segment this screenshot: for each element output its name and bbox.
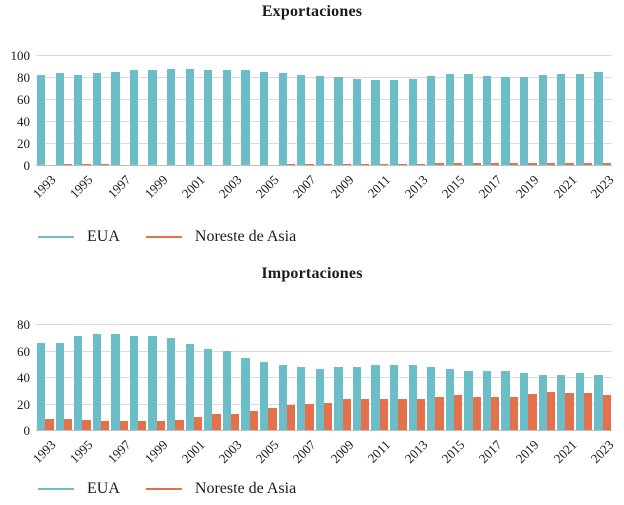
x-tick-label: 1993 (29, 437, 59, 466)
bar-eua-2003 (223, 70, 231, 166)
y-tick-label-20: 20 (17, 396, 30, 412)
bar-cluster-2011 (370, 56, 389, 166)
bar-cluster-2015 (445, 325, 464, 431)
bar-eua-2017 (483, 371, 491, 431)
legend-label-noreste-de-asia: Noreste de Asia (194, 228, 297, 245)
bar-cluster-2009 (333, 56, 352, 166)
bar-eua-2014 (427, 367, 435, 431)
bar-cluster-2010 (352, 56, 371, 166)
y-tick-label-40: 40 (17, 370, 30, 385)
bar-cluster-2010 (352, 325, 371, 431)
bar-eua-1996 (93, 334, 101, 431)
bar-eua-2007 (297, 367, 305, 431)
bar-cluster-1996 (92, 56, 111, 166)
bar-eua-1994 (56, 343, 64, 431)
bar-cluster-2011 (370, 325, 389, 431)
bar-eua-2000 (167, 69, 175, 166)
bar-cluster-2018 (500, 56, 519, 166)
bar-noreste-de-asia-2011 (380, 399, 388, 431)
bar-noreste-de-asia-2012 (398, 399, 406, 431)
y-axis (0, 317, 30, 438)
bar-eua-2005 (260, 72, 268, 166)
bar-cluster-1997 (110, 325, 129, 431)
bar-eua-2011 (371, 80, 379, 166)
bar-eua-2019 (520, 77, 528, 166)
bar-eua-2002 (204, 70, 212, 166)
x-tick-label: 2005 (252, 172, 282, 201)
eua-legend-line-icon (38, 488, 74, 490)
bar-cluster-2021 (556, 56, 575, 166)
bar-eua-2013 (409, 365, 417, 431)
bar-cluster-2004 (240, 325, 259, 431)
x-axis-labels (29, 431, 617, 477)
x-axis-labels (29, 166, 617, 212)
legend (38, 480, 296, 498)
bar-eua-2018 (501, 77, 509, 166)
bar-eua-2004 (241, 70, 249, 166)
bar-eua-2011 (371, 365, 379, 431)
x-tick-label: 2009 (327, 172, 357, 201)
bar-eua-2007 (297, 75, 305, 166)
bar-eua-2003 (223, 351, 231, 431)
legend-label-eua: EUA (87, 228, 120, 245)
bar-eua-2016 (464, 371, 472, 431)
bar-eua-1995 (74, 75, 82, 166)
bar-cluster-2017 (482, 325, 501, 431)
plot-area (10, 48, 617, 201)
bar-cluster-1993 (36, 56, 55, 166)
bar-cluster-2007 (296, 56, 315, 166)
y-axis (0, 48, 30, 173)
bar-eua-2009 (334, 77, 342, 166)
bar-eua-1994 (56, 73, 64, 166)
bar-noreste-de-asia-2005 (268, 408, 276, 431)
bar-eua-2014 (427, 76, 435, 166)
bar-cluster-2020 (538, 325, 557, 431)
bar-cluster-2013 (408, 56, 427, 166)
bar-cluster-2016 (463, 56, 482, 166)
x-tick-label: 2015 (438, 172, 468, 201)
bar-eua-2022 (576, 74, 584, 166)
y-tick-label-0: 0 (23, 158, 30, 173)
bar-cluster-2015 (445, 56, 464, 166)
x-tick-label: 2007 (290, 437, 320, 466)
bar-eua-2000 (167, 338, 175, 431)
bar-eua-1995 (74, 336, 82, 431)
bar-cluster-2012 (389, 325, 408, 431)
y-tick-label-100: 100 (10, 48, 30, 63)
bar-cluster-2016 (463, 325, 482, 431)
bar-noreste-de-asia-2001 (194, 417, 202, 431)
bar-noreste-de-asia-2017 (491, 397, 499, 431)
bar-eua-2001 (186, 69, 194, 166)
bar-eua-2013 (409, 79, 417, 166)
y-tick-label-60: 60 (17, 92, 30, 107)
bar-noreste-de-asia-2021 (565, 393, 573, 431)
bar-cluster-2023 (593, 56, 612, 166)
bars (36, 325, 612, 431)
bar-cluster-2002 (203, 325, 222, 431)
bar-noreste-de-asia-2013 (417, 399, 425, 431)
bar-cluster-2001 (185, 56, 204, 166)
plot-area (17, 317, 617, 466)
x-tick-label: 2007 (290, 172, 320, 201)
bar-eua-2018 (501, 371, 509, 431)
bar-noreste-de-asia-2020 (547, 392, 555, 431)
x-tick-label: 2001 (178, 172, 208, 201)
bar-cluster-2001 (185, 325, 204, 431)
bar-eua-2002 (204, 349, 212, 431)
bar-eua-2022 (576, 373, 584, 431)
bar-eua-2008 (316, 76, 324, 166)
bar-cluster-2009 (333, 325, 352, 431)
x-tick-label: 2013 (401, 437, 431, 466)
bar-noreste-de-asia-2014 (435, 397, 443, 431)
noreste-de-asia-legend-line-icon (146, 236, 182, 238)
y-tick-label-60: 60 (17, 343, 30, 359)
x-tick-label: 2003 (215, 172, 245, 201)
bar-noreste-de-asia-2004 (250, 411, 258, 431)
bar-noreste-de-asia-2006 (287, 405, 295, 431)
x-tick-label: 1995 (67, 172, 97, 201)
bar-cluster-2022 (575, 56, 594, 166)
bar-eua-1997 (111, 72, 119, 166)
legend-item-noreste-de-asia (146, 228, 296, 246)
bar-eua-2017 (483, 76, 491, 166)
bar-cluster-2022 (575, 325, 594, 431)
bar-cluster-2003 (222, 325, 241, 431)
x-tick-label: 2019 (512, 437, 542, 466)
bar-eua-1993 (37, 343, 45, 431)
bar-cluster-2012 (389, 56, 408, 166)
noreste-de-asia-legend-line-icon (146, 488, 182, 490)
y-tick-label-0: 0 (23, 423, 30, 438)
x-tick-label: 2011 (364, 437, 394, 466)
bar-cluster-2005 (259, 56, 278, 166)
bar-eua-2020 (539, 375, 547, 431)
x-tick-label: 2021 (550, 437, 580, 466)
x-tick-label: 1995 (67, 437, 97, 466)
bar-cluster-2018 (500, 325, 519, 431)
bar-cluster-1993 (36, 325, 55, 431)
bar-cluster-1998 (129, 56, 148, 166)
bar-eua-2008 (316, 369, 324, 431)
y-tick-label-80: 80 (17, 317, 30, 332)
legend-label-eua: EUA (87, 480, 120, 497)
eua-legend-line-icon (38, 236, 74, 238)
bar-cluster-2007 (296, 325, 315, 431)
bar-eua-2006 (279, 73, 287, 166)
chart-title-importaciones: Importaciones (261, 265, 363, 282)
x-axis-line (36, 430, 612, 431)
bar-cluster-2008 (315, 325, 334, 431)
importaciones-chart (0, 252, 624, 505)
legend (38, 228, 296, 246)
bar-cluster-2005 (259, 325, 278, 431)
bar-eua-2012 (390, 80, 398, 166)
bar-cluster-2020 (538, 56, 557, 166)
bar-cluster-1994 (55, 325, 74, 431)
x-tick-label: 1997 (104, 437, 134, 466)
x-tick-label: 2011 (364, 172, 394, 201)
bar-noreste-de-asia-2015 (454, 395, 462, 431)
y-tick-label-80: 80 (17, 70, 30, 85)
bar-cluster-2019 (519, 56, 538, 166)
bar-eua-2010 (353, 367, 361, 431)
bar-eua-1998 (130, 70, 138, 166)
legend-label-noreste-de-asia: Noreste de Asia (194, 480, 297, 497)
bar-noreste-de-asia-2010 (361, 399, 369, 431)
bar-eua-1998 (130, 336, 138, 431)
bar-noreste-de-asia-2022 (584, 393, 592, 431)
x-tick-label: 2015 (438, 437, 468, 466)
x-tick-label: 2009 (327, 437, 357, 466)
bar-eua-2021 (557, 74, 565, 166)
bar-eua-2009 (334, 367, 342, 431)
bar-eua-2004 (241, 358, 249, 431)
bar-eua-1993 (37, 75, 45, 166)
x-tick-label: 1993 (29, 172, 59, 201)
bar-cluster-2006 (278, 325, 297, 431)
bar-eua-2021 (557, 375, 565, 431)
bar-eua-2015 (446, 74, 454, 166)
bar-eua-2016 (464, 74, 472, 166)
bar-noreste-de-asia-2019 (528, 394, 536, 431)
bar-eua-2019 (520, 373, 528, 431)
bar-eua-2001 (186, 344, 194, 431)
y-tick-label-20: 20 (17, 136, 30, 151)
bar-eua-2023 (594, 375, 602, 431)
bar-cluster-2004 (240, 56, 259, 166)
x-tick-label: 2001 (178, 437, 208, 466)
bars (36, 56, 612, 166)
x-tick-label: 2021 (550, 172, 580, 201)
bar-cluster-2002 (203, 56, 222, 166)
bar-eua-2015 (446, 369, 454, 431)
bar-cluster-2019 (519, 325, 538, 431)
exportaciones-chart (0, 0, 624, 252)
bar-cluster-2017 (482, 56, 501, 166)
bar-eua-2023 (594, 72, 602, 166)
x-tick-label: 2003 (215, 437, 245, 466)
legend-item-noreste-de-asia (146, 480, 296, 498)
bar-noreste-de-asia-2009 (343, 399, 351, 431)
chart-title-exportaciones: Exportaciones (261, 3, 363, 20)
legend-item-eua (38, 480, 120, 498)
x-tick-label: 2017 (475, 437, 505, 466)
x-tick-label: 2019 (512, 172, 542, 201)
bar-cluster-2003 (222, 56, 241, 166)
bar-eua-2005 (260, 362, 268, 431)
bar-cluster-1999 (147, 56, 166, 166)
bar-noreste-de-asia-2016 (473, 397, 481, 431)
bar-eua-2012 (390, 365, 398, 431)
bar-cluster-2000 (166, 325, 185, 431)
bar-cluster-2014 (426, 56, 445, 166)
x-tick-label: 2013 (401, 172, 431, 201)
bar-eua-1999 (148, 70, 156, 166)
bar-noreste-de-asia-2002 (212, 414, 220, 431)
bar-eua-2006 (279, 365, 287, 431)
bar-cluster-1997 (110, 56, 129, 166)
bar-cluster-1995 (73, 56, 92, 166)
x-tick-label: 1999 (141, 437, 171, 466)
bar-cluster-1998 (129, 325, 148, 431)
bar-noreste-de-asia-2018 (510, 397, 518, 431)
bar-noreste-de-asia-2008 (324, 403, 332, 431)
bar-eua-1999 (148, 336, 156, 431)
bar-cluster-2014 (426, 325, 445, 431)
x-axis-line (36, 165, 612, 166)
bar-cluster-2023 (593, 325, 612, 431)
bar-cluster-2008 (315, 56, 334, 166)
legend-item-eua (38, 228, 120, 246)
x-tick-label: 2023 (587, 172, 617, 201)
bar-cluster-1999 (147, 325, 166, 431)
bar-cluster-2021 (556, 325, 575, 431)
y-tick-label-40: 40 (17, 114, 30, 129)
bar-cluster-1996 (92, 325, 111, 431)
bar-eua-2020 (539, 75, 547, 166)
bar-noreste-de-asia-2003 (231, 414, 239, 431)
x-tick-label: 2023 (587, 437, 617, 466)
bar-cluster-2000 (166, 56, 185, 166)
bar-noreste-de-asia-2023 (603, 395, 611, 431)
bar-cluster-2013 (408, 325, 427, 431)
x-tick-label: 2005 (252, 437, 282, 466)
x-tick-label: 2017 (475, 172, 505, 201)
bar-noreste-de-asia-2007 (305, 404, 313, 431)
bar-cluster-2006 (278, 56, 297, 166)
bar-eua-1997 (111, 334, 119, 431)
x-tick-label: 1997 (104, 172, 134, 201)
x-tick-label: 1999 (141, 172, 171, 201)
bar-cluster-1994 (55, 56, 74, 166)
bar-cluster-1995 (73, 325, 92, 431)
bar-eua-1996 (93, 73, 101, 166)
bar-eua-2010 (353, 79, 361, 166)
